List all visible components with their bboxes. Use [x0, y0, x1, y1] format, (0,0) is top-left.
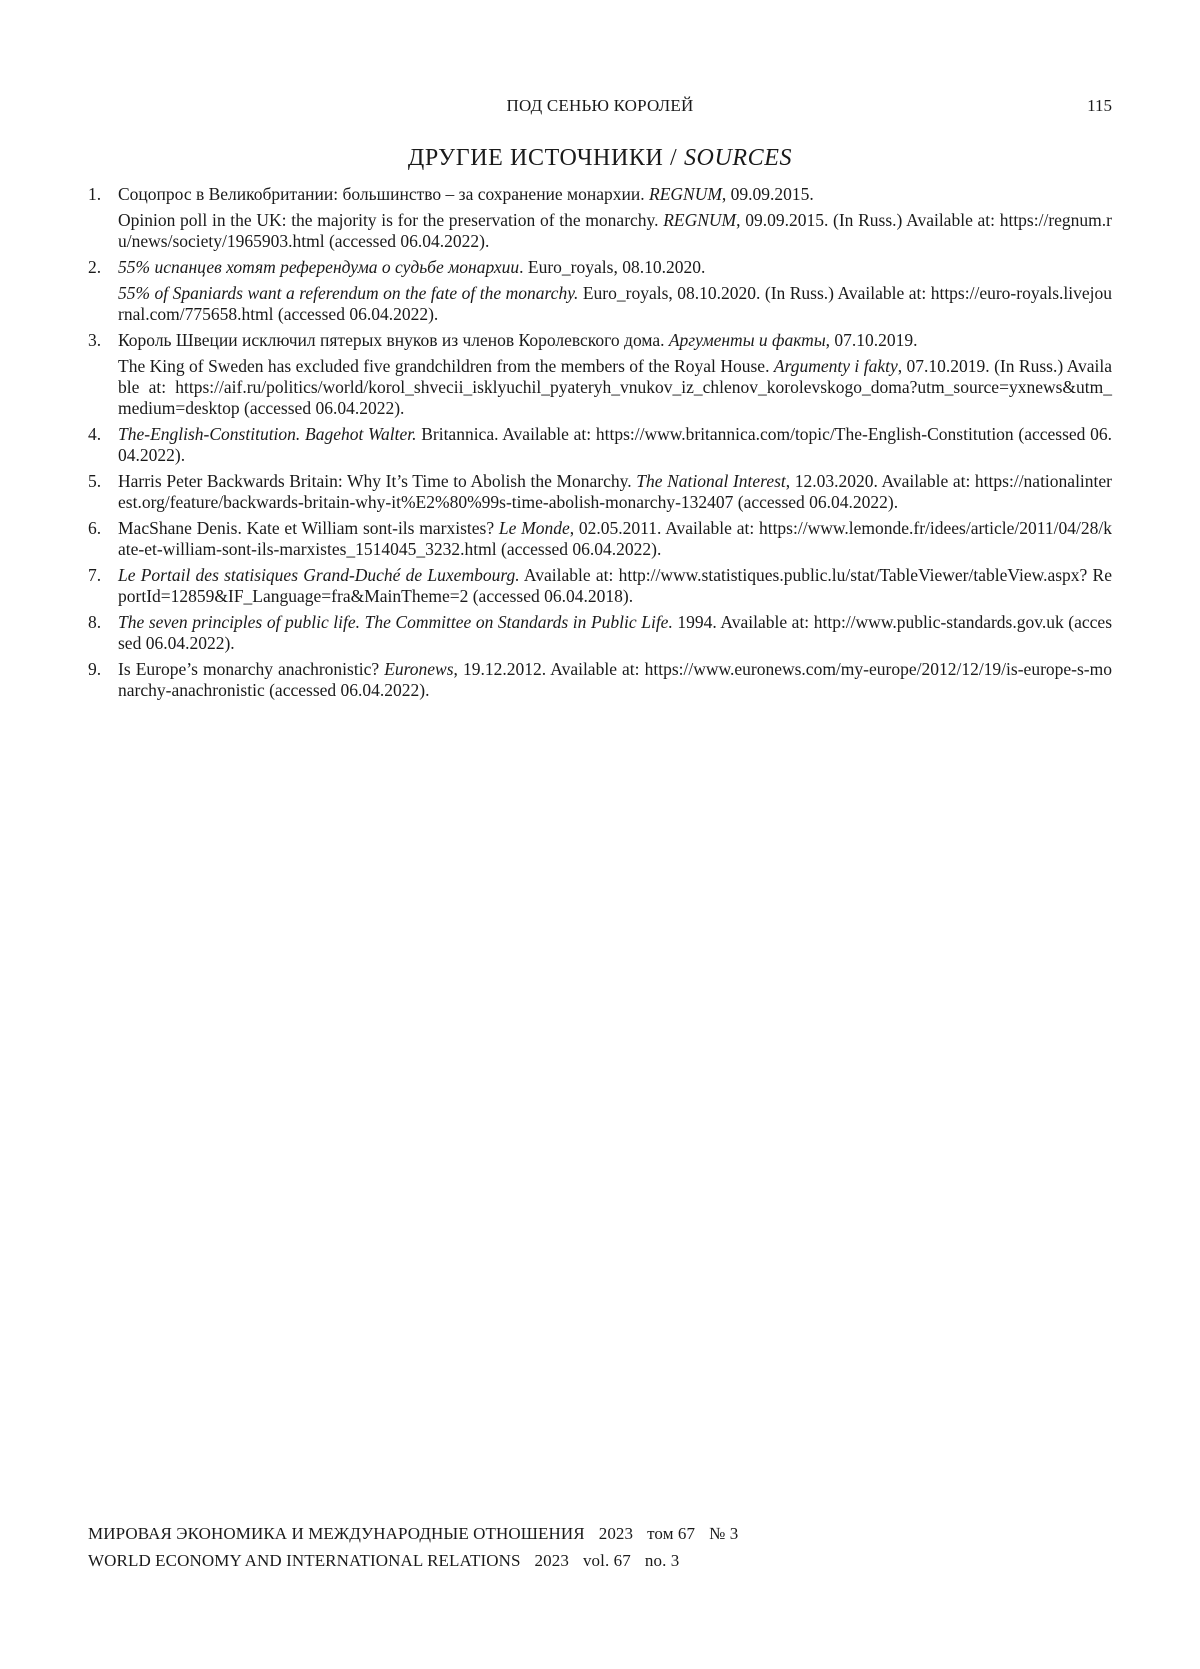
reference-item — [88, 424, 1112, 466]
reference-number: 1. — [88, 184, 102, 204]
section-heading — [88, 145, 1112, 172]
reference-item — [88, 257, 1112, 325]
footer-year-ru: 2023 — [598, 1524, 634, 1543]
footer-ru — [88, 1524, 1112, 1544]
reference-text: Le Portail des statisiques Grand-Duché de Luxembourg. Available at: http://www.statistiques.public.lu/stat/TableViewer/tableView.aspx? ReportId=12859&IF_Language=fra&MainTheme=2 (accessed 06.04.2018). — [118, 565, 1112, 606]
reference-ru: Король Швеции исключил пятерых внуков из членов Королевского дома. Аргументы и факты, 07.10.2019. — [118, 330, 918, 350]
footer-journal-ru: МИРОВАЯ ЭКОНОМИКА И МЕЖДУНАРОДНЫЕ ОТНОШЕНИЯ — [88, 1524, 585, 1543]
reference-number: 2. — [88, 257, 102, 277]
running-head — [88, 96, 1112, 120]
reference-item — [88, 184, 1112, 252]
reference-en: 55% of Spaniards want a referendum on the fate of the monarchy. Euro_royals, 08.10.2020. (In Russ.) Available at: https://euro-royals.livejournal.com/775658.html (accessed 06.04.2022). — [118, 283, 1112, 324]
reference-text: Harris Peter Backwards Britain: Why It’s Time to Abolish the Monarchy. The National Interest, 12.03.2020. Available at: https://nationalinterest.org/feature/backwards-britain-why-it%E2%80%99s-time-abolish-monarchy-132407 (accessed 06.04.2022). — [118, 471, 1112, 512]
footer-volume-ru: том 67 — [647, 1524, 696, 1543]
section-title-ru: ДРУГИЕ ИСТОЧНИКИ / — [407, 145, 684, 171]
reference-text: The-English-Constitution. Bagehot Walter. Britannica. Available at: https://www.britannica.com/topic/The-English-Constitution (accessed 06.04.2022). — [118, 424, 1113, 465]
reference-item — [88, 330, 1112, 419]
reference-ru: 55% испанцев хотят референдума о судьбе монархии. Euro_royals, 08.10.2020. — [118, 257, 706, 277]
running-title: ПОД СЕНЬЮ КОРОЛЕЙ — [506, 96, 694, 115]
reference-number: 6. — [88, 518, 102, 538]
footer-issue-en: no. 3 — [644, 1551, 680, 1570]
reference-number: 9. — [88, 659, 102, 679]
reference-item — [88, 659, 1112, 701]
reference-text: The seven principles of public life. The Committee on Standards in Public Life. 1994. Available at: http://www.public-standards.gov.uk (accessed 06.04.2022). — [118, 612, 1113, 653]
footer-en — [88, 1551, 1112, 1571]
reference-item — [88, 612, 1112, 654]
reference-text: MacShane Denis. Kate et William sont-ils marxistes? Le Monde, 02.05.2011. Available at: https://www.lemonde.fr/idees/article/2011/04/28/kate-et-william-sont-ils-marxistes_1514045_3232.html (accessed 06.04.2022). — [118, 518, 1112, 559]
footer-volume-en: vol. 67 — [582, 1551, 631, 1570]
reference-en: Opinion poll in the UK: the majority is for the preservation of the monarchy. REGNUM, 09.09.2015. (In Russ.) Available at: https://regnum.ru/news/society/1965903.html (accessed 06.04.2022). — [118, 210, 1112, 251]
section-title-en: SOURCES — [683, 145, 793, 171]
reference-number: 5. — [88, 471, 102, 491]
footer-journal-en: WORLD ECONOMY AND INTERNATIONAL RELATIONS — [88, 1551, 521, 1570]
reference-list — [88, 184, 1112, 706]
footer-year-en: 2023 — [534, 1551, 569, 1570]
page-number: 115 — [1087, 96, 1112, 115]
footer-issue-ru: № 3 — [709, 1524, 739, 1543]
reference-ru: Соцопрос в Великобритании: большинство – за сохранение монархии. REGNUM, 09.09.2015. — [118, 184, 814, 204]
reference-item — [88, 471, 1112, 513]
reference-number: 3. — [88, 330, 102, 350]
reference-en: The King of Sweden has excluded five grandchildren from the members of the Royal House. Argumenty i fakty, 07.10.2019. (In Russ.) Available at: https://aif.ru/politics/world/korol_shvecii_isklyuchil_pyateryh_vnukov_iz_chlenov_korolevskogo_doma?utm_source=yxnews&utm_medium=desktop (accessed 06.04.2022). — [118, 356, 1112, 418]
reference-number: 8. — [88, 612, 102, 632]
reference-number: 7. — [88, 565, 102, 585]
reference-number: 4. — [88, 424, 102, 444]
reference-item — [88, 565, 1112, 607]
reference-text: Is Europe’s monarchy anachronistic? Euronews, 19.12.2012. Available at: https://www.euronews.com/my-europe/2012/12/19/is-europe-s-monarchy-anachronistic (accessed 06.04.2022). — [118, 659, 1112, 700]
reference-item — [88, 518, 1112, 560]
